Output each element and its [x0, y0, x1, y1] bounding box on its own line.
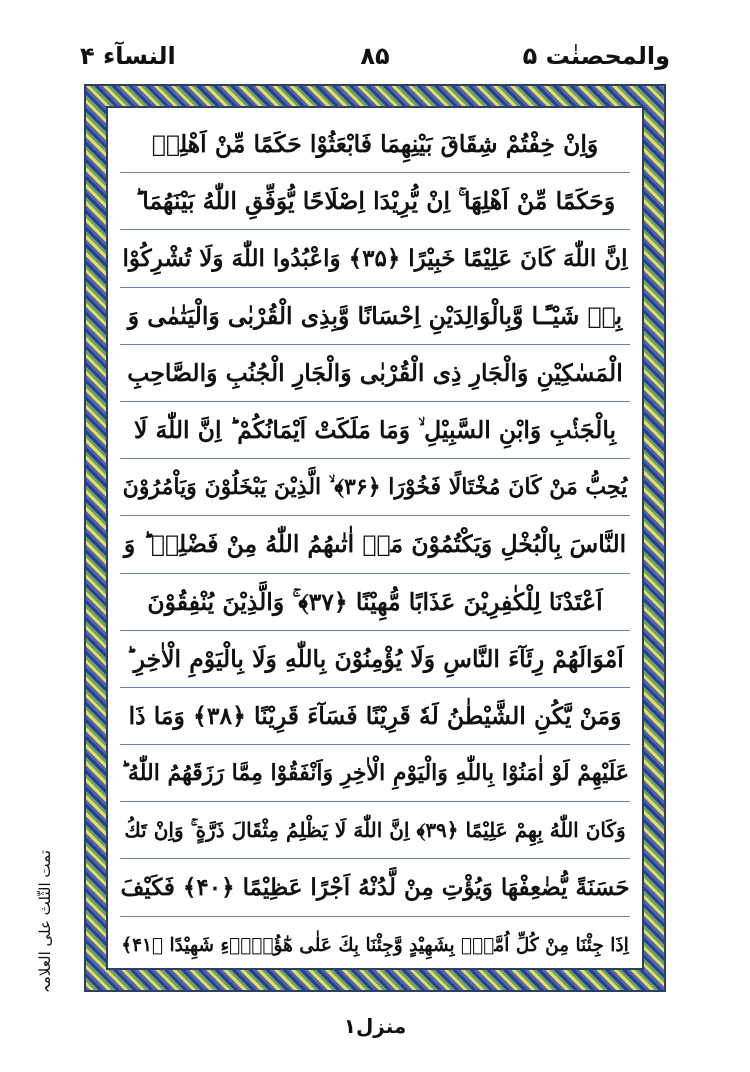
verse-line-11: وَمَنْ يَّكُنِ الشَّيْطٰنُ لَهٗ قَرِيْنًا فَسَآءَ قَرِيْنًا ﴿۳۸﴾ وَمَا ذَا [120, 688, 630, 745]
verse-line-4: بِهٖ شَيْـًٔـا وَّبِالْوَالِدَيْنِ اِحْسَانًا وَّبِذِى الْقُرْبٰى وَالْيَتٰمٰى وَ [120, 288, 630, 345]
page-number: ۸۵ [360, 42, 390, 70]
page-header [80, 42, 670, 82]
verse-line-10: اَمْوَالَهُمْ رِئَآءَ النَّاسِ وَلَا يُؤْمِنُوْنَ بِاللّٰهِ وَلَا بِالْيَوْمِ الْاٰخِرِ ؕ [120, 631, 630, 688]
verse-line-7: يُحِبُّ مَنْ كَانَ مُخْتَالًا فَخُوْرَا ﴿۳۶﴾ ۙ الَّذِيْنَ يَبْخَلُوْنَ وَيَاْمُرُوْنَ [120, 459, 630, 516]
verse-line-12: عَلَيْهِمْ لَوْ اٰمَنُوْا بِاللّٰهِ وَالْيَوْمِ الْاٰخِرِ وَاَنْفَقُوْا مِمَّا رَزَقَهُمُ اللّٰهُ ؕ [120, 745, 630, 802]
verse-line-6: بِالْجَنْۢبِ وَابْنِ السَّبِيْلِ ۙ وَمَا مَلَكَتْ اَيْمَانُكُمْ ؕ اِنَّ اللّٰهَ لَا [120, 402, 630, 459]
verse-line-5: الْمَسٰكِيْنِ وَالْجَارِ ذِى الْقُرْبٰى وَالْجَارِ الْجُنُبِ وَالصَّاحِبِ [120, 345, 630, 402]
verse-line-3: اِنَّ اللّٰهَ كَانَ عَلِيْمًا خَبِيْرًا ﴿۳۵﴾ وَاعْبُدُوا اللّٰهَ وَلَا تُشْرِكُوْا [120, 230, 630, 287]
text-panel [106, 106, 644, 970]
decorative-border [84, 84, 666, 992]
verse-line-15: اِذَا جِئْنَا مِنْ كُلِّ اُمَّةٍۢ بِشَهِيْدٍ وَّجِئْنَا بِكَ عَلٰى هٰٓؤُلَاۤءِ شَهِيْدًا ﴿۴۱﴾ [121, 934, 629, 956]
margin-note: تمت الثّلث علی العلامہ [36, 850, 54, 994]
verse-lines [120, 116, 630, 960]
manzil-label: منزل۱ [343, 1014, 407, 1038]
verse-line-14: حَسَنَةً يُّضٰعِفْهَا وَيُؤْتِ مِنْ لَّدُنْهُ اَجْرًا عَظِيْمًا ﴿۴۰﴾ فَكَيْفَ [120, 859, 630, 916]
verse-line-2: وَحَكَمًا مِّنْ اَهْلِهَا ۚ اِنْ يُّرِيْدَا اِصْلَاحًا يُّوَفِّقِ اللّٰهُ بَيْنَهُمَا ؕ [120, 173, 630, 230]
juz-name: والمحصنٰت ۵ [522, 42, 670, 70]
verse-line-1: وَاِنْ خِفْتُمْ شِقَاقَ بَيْنِهِمَا فَابْعَثُوْا حَكَمًا مِّنْ اَهْلِهٖ [120, 116, 630, 173]
surah-name: النسآء ۴ [80, 42, 176, 70]
verse-line-9: اَعْتَدْنَا لِلْكٰفِرِيْنَ عَذَابًا مُّهِيْنًا ﴿۳۷﴾ ۚ وَالَّذِيْنَ يُنْفِقُوْنَ [120, 574, 630, 631]
verse-line-8: النَّاسَ بِالْبُخْلِ وَيَكْتُمُوْنَ مَاۤ اٰتٰىهُمُ اللّٰهُ مِنْ فَضْلِهٖ ؕ وَ [120, 516, 630, 573]
verse-line-13: وَكَانَ اللّٰهُ بِهِمْ عَلِيْمًا ﴿۳۹﴾ اِنَّ اللّٰهَ لَا يَظْلِمُ مِثْقَالَ ذَرَّةٍ ۚ وَاِنْ تَكُ [120, 802, 630, 859]
